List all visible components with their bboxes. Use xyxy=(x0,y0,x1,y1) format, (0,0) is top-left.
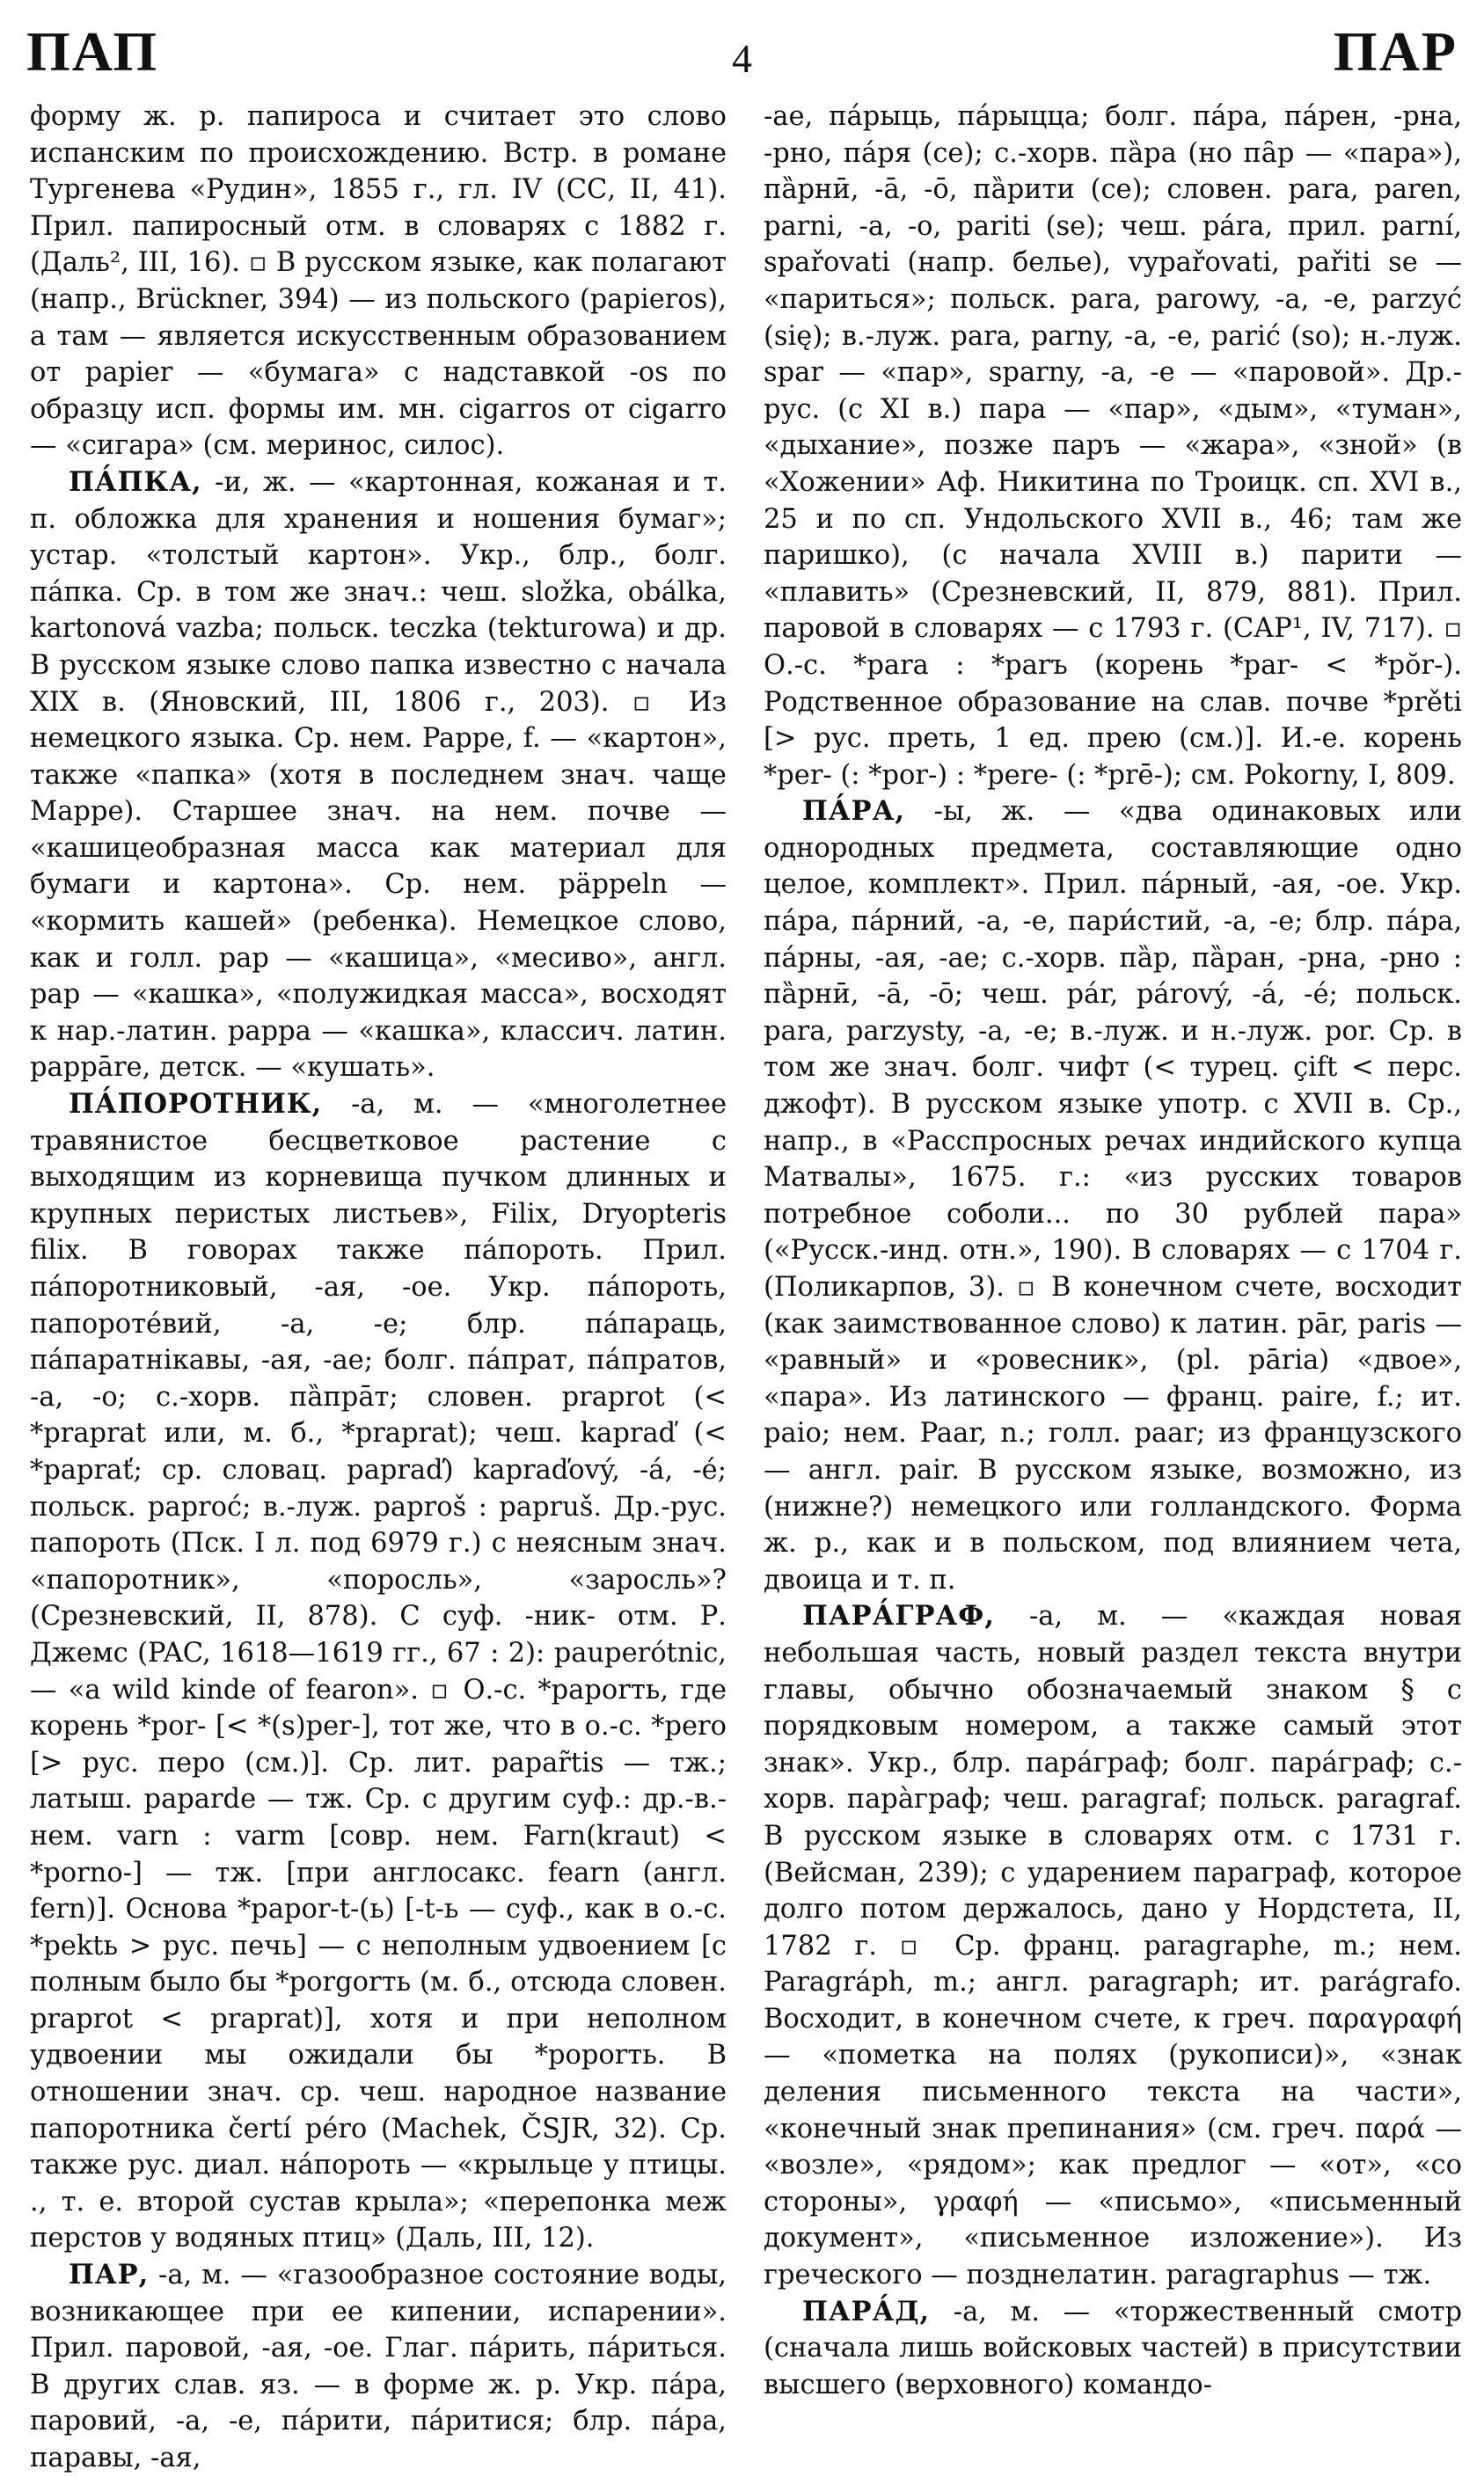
header-left-headword: ПАП xyxy=(26,20,159,83)
dictionary-entry xyxy=(30,1086,727,2257)
entry-headword: ПА́ПКА, xyxy=(69,465,202,498)
dictionary-entry xyxy=(30,464,727,1086)
entry-headword: ПАРА́ГРАФ, xyxy=(802,1600,995,1633)
continuation-text: форму ж. р. папироса и считает это слово испанским по происхождению. Встр. в романе Тургенева «Рудин», 1855 г., гл. IV (СС, II, 41). Прил. папиросный отм. в словарях с 1882 г. (Даль², III, 16). ▫ В русском языке, как полагают (напр., Brückner, 394) — из польского (papieros), а там — является искусственным образованием от papier — «бумага» с надставкой -os по образцу исп. формы им. мн. cigarros от cigarro — «сигара» (см. меринос, силос). xyxy=(30,101,727,462)
entry-headword: ПА́РА, xyxy=(802,795,906,828)
entry-text: -а, м. — «торжественный смотр (сначала лишь войсковых частей) в присутствии высшего (верховного) командо- xyxy=(764,2296,1462,2400)
entry-text: -а, м. — «многолетнее травянистое бесцветковое растение с выходящим из корневища пучком длинных и крупных перистых листьев», Filix, Dryopteris filix. В говорах также па́порoть. Прил. па́поротниковый, -ая, -ое. Укр. па́пороть, папороте́вий, -а, -е; блр. па́параць, па́паратнікавы, -ая, -ае; болг. па́прат, па́пратов, -а, -о; с.-хорв. па̏пра̄т; словен. praprot (< *praprat или, м. б., *praprat); чеш. kapraď (< *paprať; ср. словац. papraď) kapraďový, -á, -é; польск. paproć; в.-луж. paproš : papruš. Др.-рус. папороть (Пск. I л. под 6979 г.) с неясным знач. «папоротник», «поросль», «заросль»? (Срезневский, II, 878). С суф. -ник- отм. Р. Джемс (PAC, 1618—1619 гг., 67 : 2): pauperótnic, — «a wild kinde of fearon». ▫ О.-с. *paporть, где корень *por- [< *(s)per-], тот же, что в о.-с. *pero [> рус. перо (см.)]. Ср. лит. papar̃tis — тж.; латыш. paparde — тж. Ср. с другим суф.: др.-в.-нем. varn : varm [совр. нем. Farn(kraut) < *porno-] — тж. [при англосакс. fearn (англ. fern)]. Основа *papor-t-(ь) [-t-ь — суф., как в о.-с. *pektь > рус. печь] — с неполным удвоением [с полным было бы *porgorть (м. б., отсюда словен. praprot < praprat)], хотя и при неполном удвоении мы ожидали бы *pоpоrть. В отношении знач. ср. чеш. народное название папоротника čertí péro (Machek, ČSJR, 32). Ср. также рус. диал. на́пороть — «крыльце у птицы. ., т. е. второй сустав крыла»; «перепонка меж перстов у водяных птиц» (Даль, III, 12). xyxy=(30,1089,727,2254)
right-column xyxy=(764,99,1462,2400)
left-column xyxy=(30,99,727,2473)
dictionary-entry xyxy=(764,2294,1462,2404)
entry-text: -ы, ж. — «два одинаковых или однородных предмета, составляющие одно целое, комплект». Прил. па́рный, -ая, -ое. Укр. па́ра, па́рний, -а, -е, пари́стий, -а, -е; блр. па́ра, па́рны, -ая, -ае; с.-хорв. па̏р, па̏ран, -рна, -рно : па̏рнӣ, -а̄, -о̄; чеш. pár, párový, -á, -é; польск. para, parzysty, -a, -e; в.-луж. и н.-луж. por. Ср. в том же знач. болг. чифт (< турец. çift < перс. джофт). В русском языке употр. с XVII в. Ср., напр., в «Расспросных речах индийского купца Матвалы», 1675. г.: «из русских товаров потребное соболи... по 30 рублей пара» («Русск.-инд. отн.», 190). В словарях — с 1704 г. (Поликарпов, 3). ▫ В конечном счете, восходит (как заимствованное слово) к латин. pār, paris — «равный» и «ровесник», (pl. pāria) «двое», «пара». Из латинского — франц. paire, f.; ит. paio; нем. Paar, n.; голл. paar; из французского — англ. pair. В русском языке, возможно, из (нижне?) немецкого или голландского. Форма ж. р., как и в польском, под влиянием чета, двоица и т. п. xyxy=(764,796,1462,1596)
dictionary-entry xyxy=(764,793,1462,1598)
entry-headword: ПА́ПОРОТНИК, xyxy=(69,1088,323,1121)
entry-headword: ПАРА́Д, xyxy=(802,2295,931,2327)
page-header xyxy=(26,19,1458,99)
entry-text: -а, м. — «каждая новая небольшая часть, новый раздел текста внутри главы, обычно обозначаемый знаком § с порядковым номером, а также самый этот знак». Укр., блр. пара́граф; болг. пара́граф; с.-хорв. пара̀граф; чеш. paragraf; польск. paragraf. В русском языке в словарях отм. с 1731 г. (Вейсман, 239); с ударением параграф, которое долго потом держалось, дано у Нордстета, II, 1782 г. ▫ Ср. франц. paragraphe, m.; нем. Paragráph, m.; англ. paragraph; ит. parágrafo. Восходит, в конечном счете, к греч. παραγραφή — «пометка на полях (рукописи)», «знак деления письменного текста на части», «конечный знак препинания» (см. греч. παρά — «возле», «рядом»; как предлог — «от», «со стороны», γραφή — «письмо», «письменный документ», «письменное изложение»). Из греческого — позднелатин. paragraphus — тж. xyxy=(764,1601,1462,2291)
dictionary-entry xyxy=(30,2257,727,2477)
dictionary-entry xyxy=(764,1598,1462,2293)
continuation-text: -ае, па́рыць, па́рыцца; болг. па́ра, па́рен, -рна, -рно, па́ря (се); с.-хорв. па̏ра (но па̑р — «пара»), па̏рнӣ, -а̄, -о̄, па̏рити (се); словен. para, paren, parni, -a, -o, pariti (se); чеш. pára, прил. parní, spařovati (напр. белье), vypařovati, pařiti se — «париться»; польск. para, parowy, -a, -e, parzyć (się); в.-луж. para, parny, -a, -e, parić (so); н.-луж. spar — «пар», sparny, -a, -e — «паровой». Др.-рус. (с XI в.) пара — «пар», «дым», «туман», «дыхание», позже паръ — «жара», «зной» (в «Хожении» Аф. Никитина по Троицк. сп. XVI в., 25 и по сп. Ундольского XVII в., 46; там же паришко), (с начала XVIII в.) парити — «плавить» (Срезневский, II, 879, 881). Прил. паровой в словарях — с 1793 г. (САР¹, IV, 717). ▫ О.-с. *para : *parъ (корень *par- < *pŏr-). Родственное образование на слав. почве *prěti [> рус. преть, 1 ед. прею (см.)]. И.-е. корень *per- (: *por-) : *pere- (: *prē-); см. Pokorny, I, 809. xyxy=(764,101,1462,791)
entry-headword: ПАР, xyxy=(69,2259,150,2291)
entry-text: -и, ж. — «картонная, кожаная и т. п. обложка для хранения и ношения бумаг»; устар. «толстый картон». Укр., блр., болг. па́пка. Ср. в том же знач.: чеш. složka, obálka, kartonová vazba; польск. teczka (tekturowa) и др. В русском языке слово папка известно с начала XIX в. (Яновский, III, 1806 г., 203). ▫ Из немецкого языка. Ср. нем. Pappe, f. — «картон», также «папка» (хотя в последнем знач. чаще Mappe). Старшее знач. на нем. почве — «кашицеобразная масса как материал для бумаги и картона». Ср. нем. päppeln — «кормить кашей» (ребенка). Немецкое слово, как и голл. pap — «кашица», «месиво», англ. pap — «кашка», «полужидкая масса», восходят к нар.-латин. pappa — «кашка», классич. латин. pappāre, детск. — «кушать». xyxy=(30,466,727,1084)
header-right-headword: ПАР xyxy=(1333,20,1458,83)
page-number: 4 xyxy=(732,36,752,81)
entry-text: -а, м. — «газообразное состояние воды, возникающее при ее кипении, испарении». Прил. паровой, -ая, -ое. Глаг. па́рить, па́риться. В других слав. яз. — в форме ж. р. Укр. па́ра, паровий, -а, -е, па́рити, па́ритися; блр. па́ра, паравы, -ая, xyxy=(30,2260,727,2473)
